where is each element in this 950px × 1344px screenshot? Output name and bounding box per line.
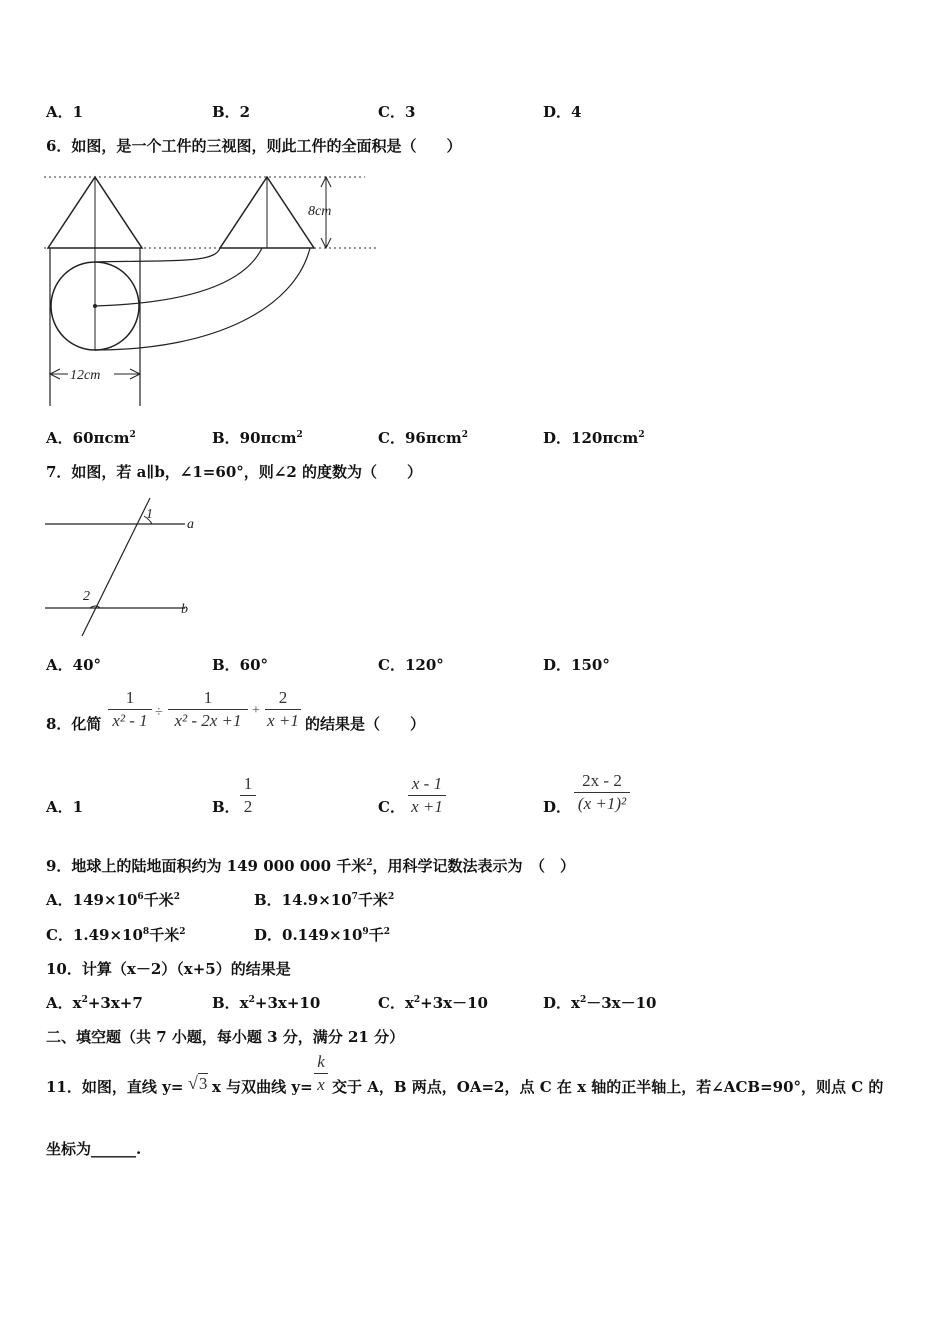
- q7-line-b-label: b: [181, 602, 188, 617]
- q11-k-over-x: k x: [314, 1052, 328, 1095]
- q11-part1: 11．如图，直线 y=: [46, 1078, 184, 1096]
- q10-option-d: D．$x^2-3x-10$: [543, 994, 657, 1012]
- q8-option-c-letter: C．: [378, 798, 405, 816]
- q5-option-d: D．4: [543, 103, 582, 121]
- q7-option-b: B．60°: [212, 656, 269, 674]
- q8-option-b-fraction: 1 2: [240, 774, 256, 817]
- q6-stem: 6．如图，是一个工件的三视图，则此工件的全面积是（ ）: [46, 137, 462, 155]
- q6-option-c: C．96πcm$^2$: [378, 429, 469, 447]
- q8-suffix: 的结果是（ ）: [305, 715, 426, 733]
- q7-line-a-label: a: [187, 517, 194, 532]
- q9-option-a: A．$149\times 10^6$千米$^2$: [46, 891, 180, 909]
- q11-sqrt: √3: [188, 1073, 208, 1093]
- q6-option-d: D．120πcm$^2$: [543, 429, 645, 447]
- q8-option-a: A．1: [46, 798, 84, 816]
- q11-line2: 坐标为______.: [46, 1140, 142, 1158]
- q6-height-label: 8cm: [308, 204, 332, 219]
- q8-option-d-letter: D．: [543, 798, 572, 816]
- q6-option-b: B．90πcm$^2$: [212, 429, 303, 447]
- q6-option-a: A．60πcm$^2$: [46, 429, 136, 447]
- q11-part3: 交于 A，B 两点，OA=2，点 C 在 x 轴的正半轴上，若∠ACB=90°，则点 C 的: [332, 1078, 884, 1096]
- q8-prefix: 8．化简: [46, 715, 102, 733]
- q5-option-c: C．3: [378, 103, 416, 121]
- q9-option-d: D．$0.149\times 10^9$千$^2$: [254, 926, 390, 944]
- q10-option-a: A．$x^2+3x+7$: [46, 994, 143, 1012]
- q7-option-d: D．150°: [543, 656, 610, 674]
- q8-option-b-letter: B．: [212, 798, 240, 816]
- q9-option-b: B．$14.9\times 10^7$千米$^2$: [254, 891, 395, 909]
- section2-title: 二、填空题（共 7 小题，每小题 3 分，满分 21 分）: [46, 1028, 405, 1046]
- q6-width-label: 12cm: [70, 368, 101, 383]
- q5-option-a: A．1: [46, 103, 84, 121]
- q8-divide-sign: ÷: [155, 705, 163, 720]
- q6-three-view-figure: [40, 168, 380, 410]
- q7-parallel-lines-figure: [40, 496, 200, 638]
- q7-option-c: C．120°: [378, 656, 444, 674]
- q9-stem: 9．地球上的陆地面积约为 149 000 000 千米$^2$，用科学记数法表示为 （ ）: [46, 857, 576, 875]
- q8-fraction-2: 1 x² - 2x +1: [168, 688, 248, 731]
- q7-angle2-label: 2: [83, 589, 90, 604]
- q8-option-d-fraction: 2x - 2 (x +1)²: [574, 771, 630, 814]
- q11-part2: x 与双曲线 y=: [212, 1078, 313, 1096]
- q9-option-c: C．$1.49\times 10^8$千米$^2$: [46, 926, 186, 944]
- q10-option-c: C．$x^2+3x-10$: [378, 994, 488, 1012]
- q10-stem: 10．计算（x－2）（x+5）的结果是: [46, 960, 291, 978]
- q7-stem: 7．如图，若 a∥b，∠1=60°，则∠2 的度数为（ ）: [46, 463, 422, 481]
- q7-option-a: A．40°: [46, 656, 102, 674]
- q8-plus-sign: +: [252, 703, 260, 718]
- q10-option-b: B．$x^2+3x+10$: [212, 994, 321, 1012]
- q7-angle1-label: 1: [146, 507, 153, 522]
- q8-fraction-3: 2 x +1: [265, 688, 301, 731]
- q8-option-c-fraction: x - 1 x +1: [408, 774, 446, 817]
- q8-fraction-1: 1 x² - 1: [108, 688, 152, 731]
- q5-option-b: B．2: [212, 103, 251, 121]
